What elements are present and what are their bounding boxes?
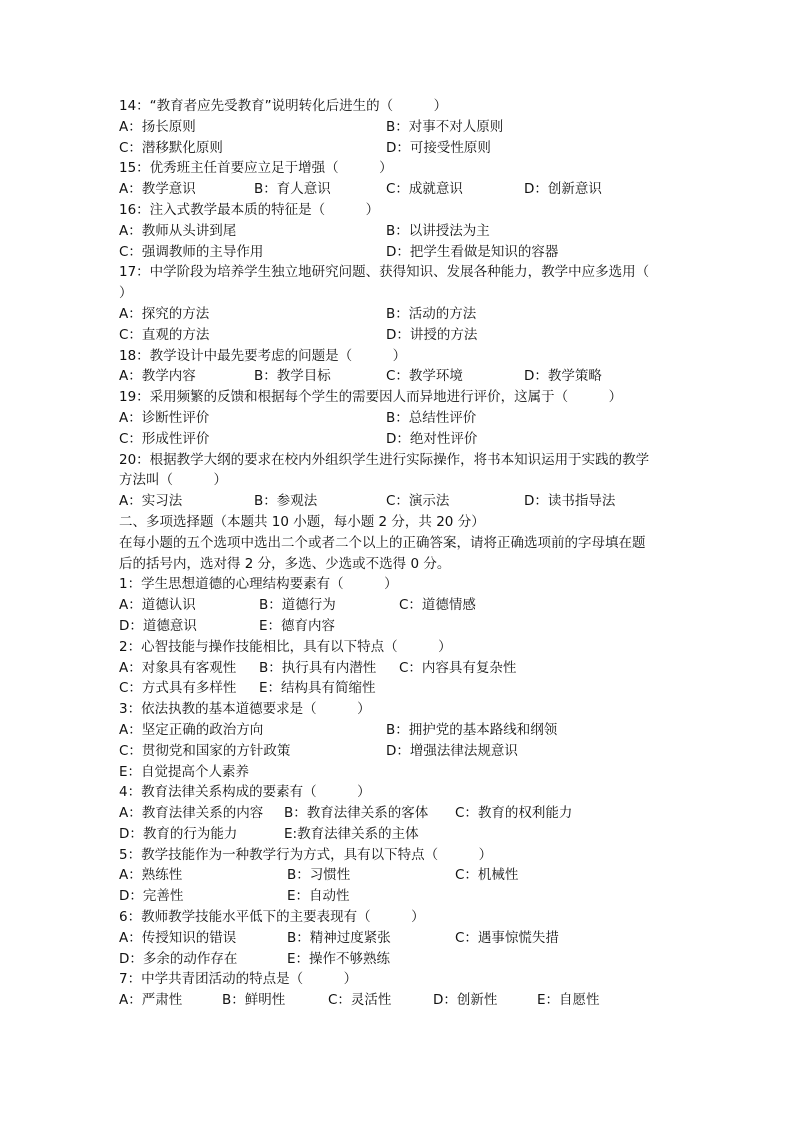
option-d: D：创新意识 — [524, 181, 602, 198]
question-17-options-row2 — [119, 325, 679, 346]
question-19-options-row1 — [119, 408, 679, 429]
option-b: B：执行具有内潜性 — [259, 659, 377, 676]
question-14-options-row1 — [119, 117, 679, 138]
option-e: E:教育法律关系的主体 — [284, 825, 419, 842]
question-20-stem-cont: 方法叫（ ） — [119, 472, 227, 489]
option-a: A：传授知识的错误 — [119, 929, 237, 946]
multi-question-6-options-row1 — [119, 928, 679, 949]
multi-question-7-stem: 7：中学共青团活动的特点是（ ） — [119, 971, 358, 988]
option-a: A：道德认识 — [119, 597, 196, 614]
option-b: B：活动的方法 — [386, 305, 477, 322]
option-d: D：把学生看做是知识的容器 — [386, 243, 559, 260]
multi-question-4-options-row1 — [119, 803, 679, 824]
option-a: A：熟练性 — [119, 867, 183, 884]
option-e: E：自愿性 — [537, 992, 600, 1009]
question-15-options — [119, 179, 679, 200]
option-c: C：内容具有复杂性 — [399, 659, 517, 676]
option-d: D：绝对性评价 — [386, 430, 478, 447]
multi-question-3-options-row3 — [119, 762, 679, 783]
option-b: B：对事不对人原则 — [386, 118, 504, 135]
option-c: C：遇事惊慌失措 — [455, 929, 559, 946]
option-c: C：强调教师的主导作用 — [119, 243, 264, 260]
option-e: E：操作不够熟练 — [287, 950, 391, 967]
option-b: B：拥护党的基本路线和纲领 — [386, 721, 558, 738]
option-a: A：教学内容 — [119, 368, 196, 385]
multi-question-1-options-row1 — [119, 595, 679, 616]
section-2-instructions: 在每小题的五个选项中选出二个或者二个以上的正确答案，请将正确选项前的字母填在题 — [119, 534, 646, 551]
option-a: A：扬长原则 — [119, 118, 196, 135]
option-d: D：读书指导法 — [524, 493, 616, 510]
question-17-stem: 17：中学阶段为培养学生独立地研究问题、获得知识、发展各种能力，教学中应多选用（ — [119, 264, 650, 281]
option-c: C：道德情感 — [399, 597, 476, 614]
multi-question-3-stem: 3：依法执教的基本道德要求是（ ） — [119, 701, 371, 718]
question-17-options-row1 — [119, 304, 679, 325]
option-d: D：讲授的方法 — [386, 326, 478, 343]
multi-question-2-options-row2 — [119, 678, 679, 699]
option-d: D：创新性 — [433, 992, 498, 1009]
option-b: B：鲜明性 — [222, 992, 286, 1009]
option-b: B：教学目标 — [254, 368, 331, 385]
question-19-options-row2 — [119, 429, 679, 450]
option-c: C：演示法 — [386, 493, 450, 510]
question-16-stem: 16：注入式教学最本质的特征是（ ） — [119, 201, 380, 218]
option-c: C：贯彻党和国家的方针政策 — [119, 742, 291, 759]
multi-question-1-stem: 1：学生思想道德的心理结构要素有（ ） — [119, 576, 398, 593]
multi-question-6-options-row2 — [119, 949, 679, 970]
multi-question-2-options-row1 — [119, 658, 679, 679]
option-a: A：教学意识 — [119, 181, 196, 198]
question-20-stem: 20：根据教学大纲的要求在校内外组织学生进行实际操作，将书本知识运用于实践的教学 — [119, 451, 650, 468]
option-a: A：严肃性 — [119, 992, 183, 1009]
option-a: A：坚定正确的政治方向 — [119, 721, 264, 738]
option-d: D：增强法律法规意识 — [386, 742, 518, 759]
option-d: D：多余的动作存在 — [119, 950, 238, 967]
option-c: C：潜移默化原则 — [119, 139, 223, 156]
option-a: A：教师从头讲到尾 — [119, 222, 237, 239]
question-16-options-row1 — [119, 221, 679, 242]
multi-question-5-options-row2 — [119, 886, 679, 907]
question-15-stem: 15：优秀班主任首要应立足于增强（ ） — [119, 160, 393, 177]
multi-question-4-options-row2 — [119, 824, 679, 845]
option-b: B：精神过度紧张 — [287, 929, 391, 946]
multi-question-3-options-row2 — [119, 741, 679, 762]
option-d: C：方式具有多样性 — [119, 680, 237, 697]
multi-question-5-options-row1 — [119, 865, 679, 886]
option-d: D：教学策略 — [524, 368, 602, 385]
option-b: B：教育法律关系的客体 — [284, 805, 429, 822]
question-17-stem-cont: ） — [119, 285, 133, 302]
option-c: C：教学环境 — [386, 368, 463, 385]
option-e: E：自动性 — [287, 888, 350, 905]
option-c: C：成就意识 — [386, 181, 463, 198]
option-d: D：教育的行为能力 — [119, 825, 238, 842]
question-18-options — [119, 366, 679, 387]
multi-question-5-stem: 5：教学技能作为一种教学行为方式，具有以下特点（ ） — [119, 846, 493, 863]
option-b: B：习惯性 — [287, 867, 351, 884]
question-19-stem: 19：采用频繁的反馈和根据每个学生的需要因人而异地进行评价，这属于（ ） — [119, 389, 623, 406]
question-14-stem: 14：“教育者应先受教育”说明转化后进生的（ ） — [119, 98, 448, 114]
option-a: A：对象具有客观性 — [119, 659, 237, 676]
option-a: A：探究的方法 — [119, 305, 210, 322]
multi-question-6-stem: 6：教师教学技能水平低下的主要表现有（ ） — [119, 909, 425, 926]
question-20-options — [119, 491, 679, 512]
section-2-title: 二、多项选择题（本题共 10 小题，每小题 2 分，共 20 分） — [119, 513, 485, 530]
option-d: D：可接受性原则 — [386, 139, 491, 156]
option-c: C：直观的方法 — [119, 326, 210, 343]
option-c: C：灵活性 — [328, 992, 392, 1009]
question-16-options-row2 — [119, 242, 679, 263]
question-14-options-row2 — [119, 138, 679, 159]
option-e: E：自觉提高个人素养 — [119, 763, 250, 780]
option-c: C：机械性 — [455, 867, 519, 884]
option-b: B：总结性评价 — [386, 409, 477, 426]
question-list — [119, 96, 679, 1011]
option-d: D：道德意识 — [119, 617, 197, 634]
option-e: E：结构具有简缩性 — [259, 680, 376, 697]
option-c: C：形成性评价 — [119, 430, 210, 447]
option-a: A：实习法 — [119, 493, 183, 510]
option-b: B：参观法 — [254, 493, 318, 510]
option-b: B：道德行为 — [259, 597, 336, 614]
multi-question-7-options — [119, 990, 679, 1011]
multi-question-1-options-row2 — [119, 616, 679, 637]
option-e: E：德育内容 — [259, 617, 336, 634]
option-d: D：完善性 — [119, 888, 184, 905]
question-18-stem: 18：教学设计中最先要考虑的问题是（ ） — [119, 347, 407, 364]
multi-question-4-stem: 4：教育法律关系构成的要素有（ ） — [119, 784, 371, 801]
option-b: B：以讲授法为主 — [386, 222, 490, 239]
option-c: C：教育的权利能力 — [455, 805, 573, 822]
section-2-instructions-cont: 后的括号内，选对得 2 分，多选、少选或不选得 0 分。 — [119, 555, 451, 572]
option-a: A：教育法律关系的内容 — [119, 805, 264, 822]
multi-question-2-stem: 2：心智技能与操作技能相比，具有以下特点（ ） — [119, 638, 452, 655]
option-b: B：育人意识 — [254, 181, 331, 198]
multi-question-3-options-row1 — [119, 720, 679, 741]
option-a: A：诊断性评价 — [119, 409, 210, 426]
